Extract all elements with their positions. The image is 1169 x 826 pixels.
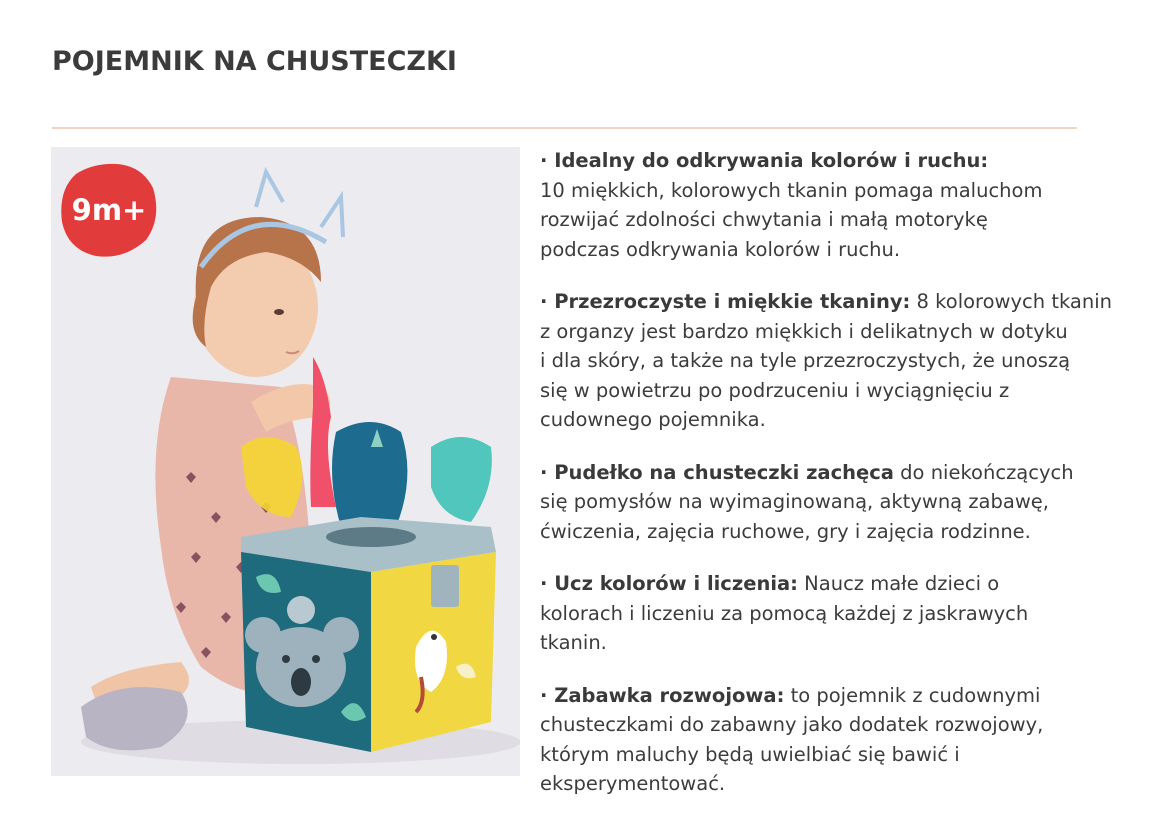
- feature-item: [540, 146, 1130, 264]
- feature-text-line: się w powietrzu po podrzuceniu i wyciągnięciu z: [540, 378, 1010, 402]
- feature-item: [540, 458, 1130, 547]
- feature-text-line: 10 miękkich, kolorowych tkanin pomaga maluchom: [540, 178, 1043, 202]
- title-divider: [52, 127, 1077, 129]
- feature-text-line: rozwijać zdolności chwytania i małą motorykę: [540, 208, 988, 231]
- feature-heading: · Idealny do odkrywania kolorów i ruchu:: [540, 149, 989, 172]
- feature-text-line: się pomysłów na wyimaginowaną, aktywną zabawę,: [540, 490, 1049, 513]
- feature-text-line: ćwiczenia, zajęcia ruchowe, gry i zajęcia rodzinne.: [540, 519, 1031, 543]
- age-badge-label: 9m+: [71, 193, 147, 227]
- feature-heading: · Ucz kolorów i liczenia:: [540, 572, 798, 595]
- feature-text-line: to pojemnik z cudownymi: [784, 683, 1041, 707]
- feature-text-line: 8 kolorowych tkanin: [910, 290, 1113, 313]
- feature-text-line: chusteczkami do zabawny jako dodatek rozwojowy,: [540, 713, 1044, 736]
- page-title: POJEMNIK NA CHUSTECZKI: [52, 46, 457, 77]
- feature-item: [540, 681, 1130, 799]
- feature-text-line: do niekończących: [893, 460, 1074, 484]
- feature-text-line: Naucz małe dzieci o: [797, 572, 1000, 595]
- feature-text-line: podczas odkrywania kolorów i ruchu.: [540, 237, 901, 261]
- feature-item: [540, 287, 1130, 435]
- feature-heading: · Przezroczyste i miękkie tkaniny:: [540, 290, 911, 313]
- feature-text-line: którym maluchy będą uwielbiać się bawić i: [540, 742, 960, 766]
- feature-text-line: cudownego pojemnika.: [540, 408, 766, 431]
- feature-item: [540, 569, 1130, 658]
- feature-text-line: kolorach i liczeniu za pomocą każdej z jaskrawych: [540, 601, 1029, 625]
- feature-list: [540, 146, 1130, 822]
- feature-text-line: i dla skóry, a także na tyle przezroczystych, że unoszą: [540, 349, 1071, 372]
- feature-text-line: tkanin.: [540, 631, 607, 654]
- feature-text-line: z organzy jest bardzo miękkich i delikatnych w dotyku: [540, 319, 1068, 343]
- feature-text-line: eksperymentować.: [540, 772, 726, 795]
- feature-heading: · Zabawka rozwojowa:: [540, 683, 785, 707]
- age-badge: [58, 160, 160, 260]
- feature-heading: · Pudełko na chusteczki zachęca: [540, 460, 894, 484]
